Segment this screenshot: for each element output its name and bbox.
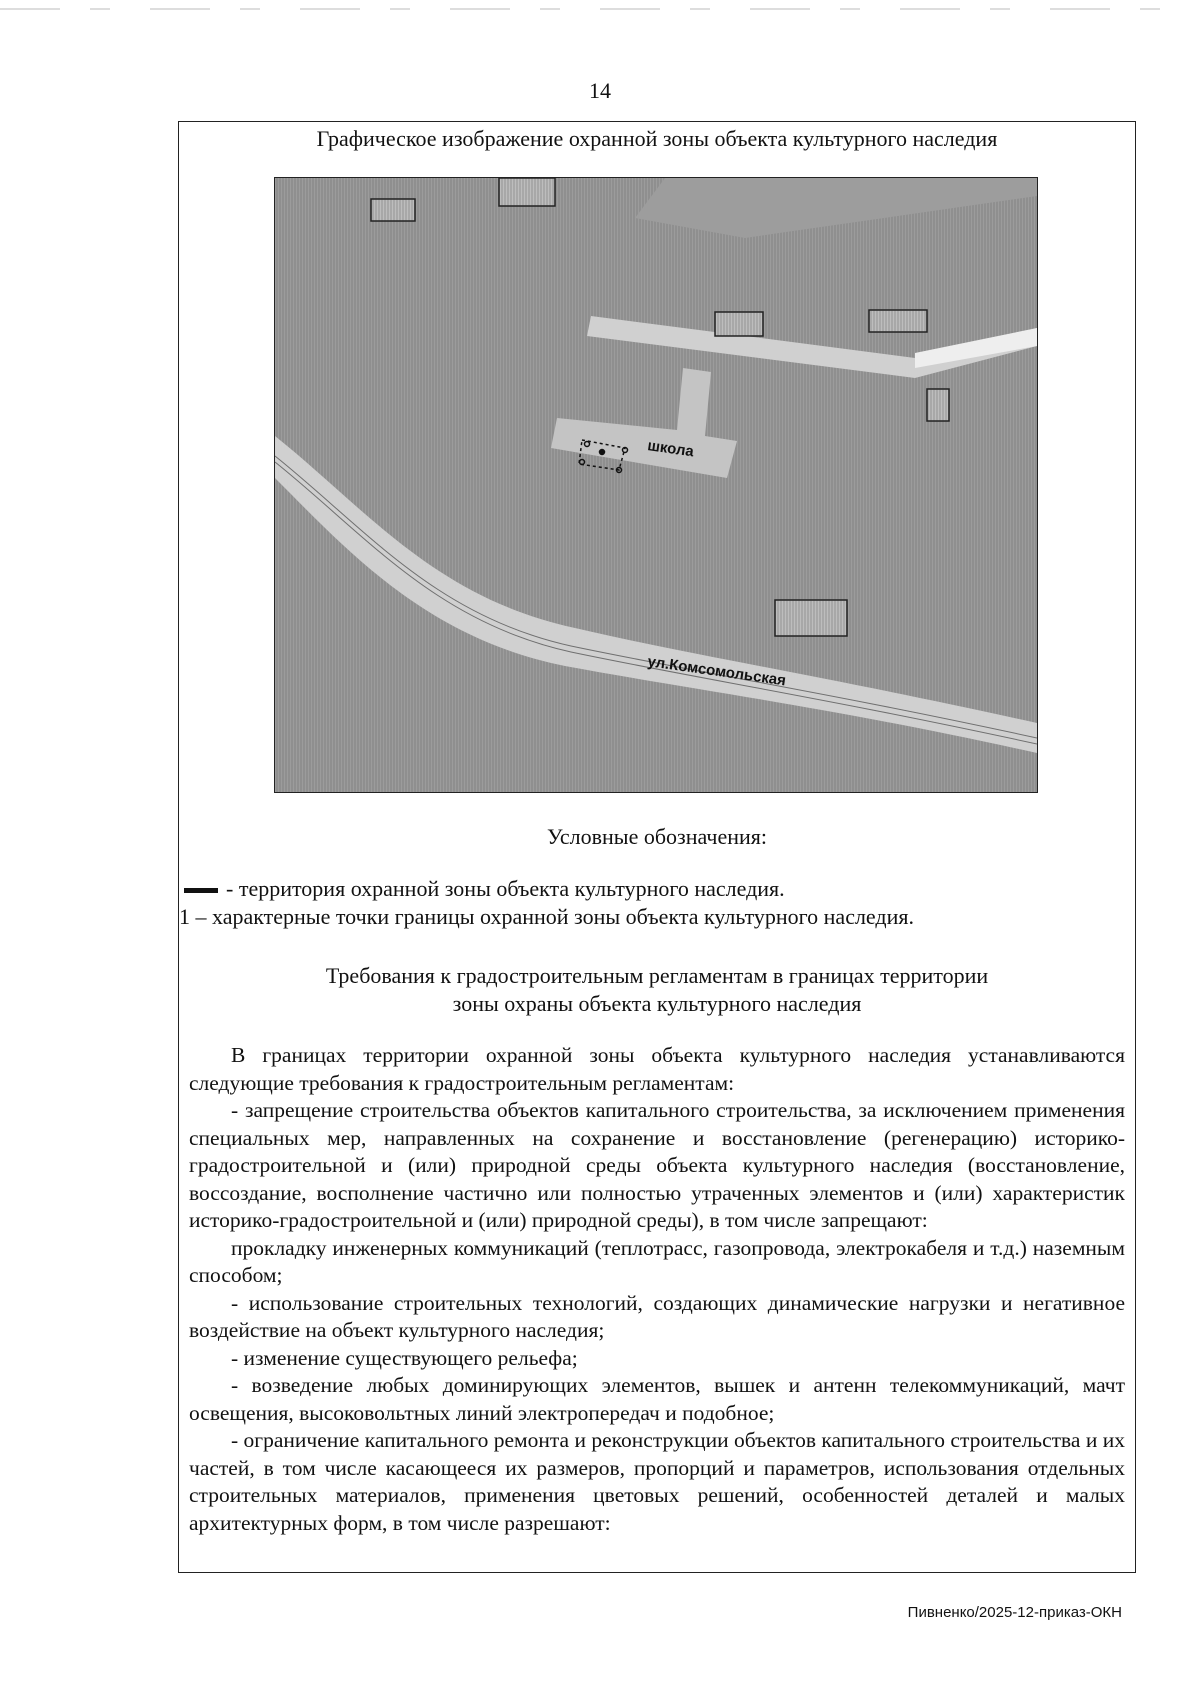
paragraph: - ограничение капитального ремонта и реконструкции объектов капитального строительства и их частей, в том числе касающееся их размеров, пропорций и параметров, использования отдельных строительных материалов, применения цветовых решений, особенностей деталей и малых архитектурных форм, в том числе разрешают: <box>189 1428 1125 1535</box>
zone-line-symbol <box>184 888 218 893</box>
building-1 <box>371 199 415 221</box>
paragraph: - изменение существующего рельефа; <box>231 1345 578 1370</box>
page-number: 14 <box>589 78 611 103</box>
paragraph: В границах территории охранной зоны объекта культурного наследия устанавливаются следующие требования к градостроительным регламентам: <box>189 1043 1125 1095</box>
street-label: ул.Комсомольская <box>646 653 788 690</box>
legend-point-symbol: 1 <box>179 904 190 929</box>
map-svg <box>275 178 1037 792</box>
legend-title: Условные обозначения: <box>546 824 768 849</box>
legend-item-points-text: – характерные точки границы охранной зоны объекта культурного наследия. <box>190 904 914 929</box>
legend-item-points <box>179 904 914 930</box>
requirements-body <box>189 1042 1125 1537</box>
paragraph: прокладку инженерных коммуникаций (теплотрасс, газопровода, электрокабеля и т.д.) наземным способом; <box>189 1235 1125 1287</box>
content-frame <box>178 121 1136 1573</box>
paragraph: - запрещение строительства объектов капитального строительства, за исключением применения специальных мер, направленных на сохранение и восстановление (регенерацию) историко-градостроительной и (или) природной среды объекта культурного наследия (восстановление, воссоздание, восполнение частично или полностью утраченных элементов и (или) характеристик историко-градостроительной и (или) природной среды), в том числе запрещают: <box>189 1098 1125 1232</box>
building-4 <box>869 310 927 332</box>
building-6 <box>775 600 847 636</box>
requirements-title-line1: Требования к градостроительным регламентам в границах территории <box>325 963 989 988</box>
building-3 <box>715 312 763 336</box>
footer-filename: Пивненко/2025-12-приказ-ОКН <box>907 1604 1122 1621</box>
legend-item-zone-text: - территория охранной зоны объекта культурного наследия. <box>226 876 785 901</box>
map-image <box>274 177 1038 793</box>
school-label: школа <box>646 437 695 461</box>
requirements-title-line2: зоны охраны объекта культурного наследия <box>452 991 862 1016</box>
requirements-title <box>179 962 1135 1018</box>
legend-item-zone <box>184 876 785 902</box>
paragraph: - использование строительных технологий, создающих динамические нагрузки и негативное воздействие на объект культурного наследия; <box>189 1290 1125 1342</box>
building-5 <box>927 389 949 421</box>
scan-artifact-line <box>0 8 1200 10</box>
paragraph: - возведение любых доминирующих элементов, вышек и антенн телекоммуникаций, мачт освещения, высоковольтных линий электропередач и подобное; <box>189 1373 1125 1425</box>
map-title: Графическое изображение охранной зоны объекта культурного наследия <box>316 126 998 151</box>
building-2 <box>499 178 555 206</box>
